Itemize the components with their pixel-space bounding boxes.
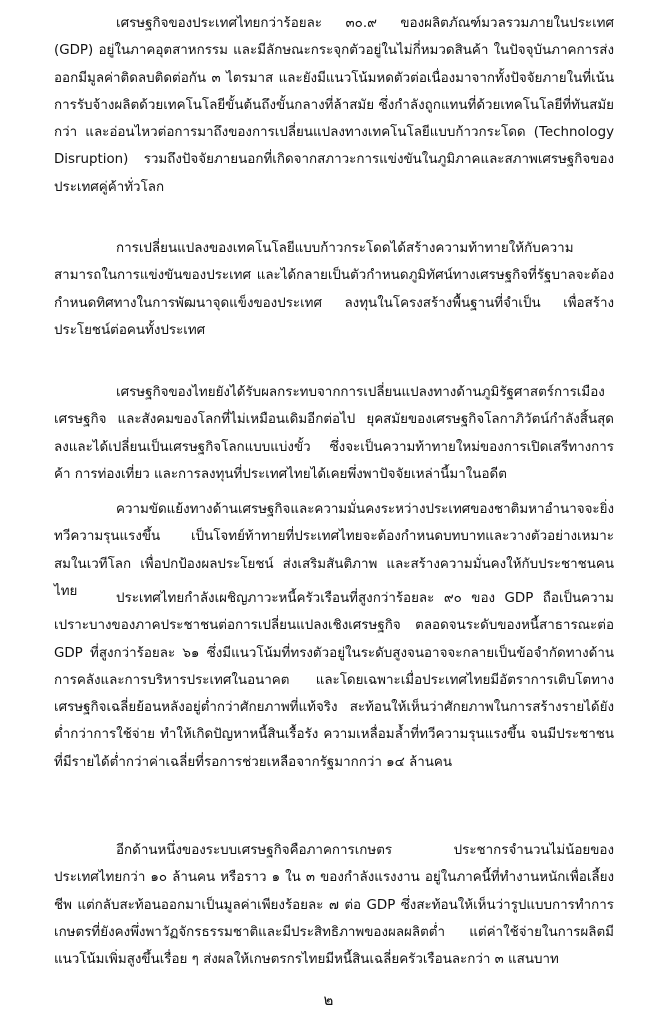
paragraph-household-debt: ประเทศไทยกำลังเผชิญภาวะหนี้ครัวเรือนที่สูงกว่าร้อยละ ๙๐ ของ GDP ถือเป็นความเปราะบางของภาคประชาชนต่อการเปลี่ยนแปลงเชิงเศรษฐกิจ ตลอดจนระดับของหนี้สาธารณะต่อ GDP ที่สูงกว่าร้อยละ ๖๑ ซึ่งมีแนวโน้มที่ทรงตัวอยู่ในระดับสูงจนอาจจะกลายเป็นข้อจำกัดทางด้านการคลังและการบริหารประเทศในอนาคต และโดยเฉพาะเมื่อประเทศไทยมีอัตราการเติบโตทางเศรษฐกิจเฉลี่ยย้อนหลังอยู่ต่ำกว่าศักยภาพที่แท้จริง สะท้อนให้เห็นว่าศักยภาพในการสร้างรายได้ยังต่ำกว่าการใช้จ่าย ทำให้เกิดปัญหาหนี้สินเรื้อรัง ความเหลื่อมล้ำที่ทวีความรุนแรงขึ้น จนมีประชาชนที่มีรายได้ต่ำกว่าค่าเฉลี่ยที่รอการช่วยเหลือจากรัฐมากกว่า ๑๔ ล้านคน <box>54 591 614 770</box>
paragraph-industry-exports: เศรษฐกิจของประเทศไทยกว่าร้อยละ ๓๐.๙ ของผลิตภัณฑ์มวลรวมภายในประเทศ (GDP) อยู่ในภาคอุตสาหกรรม และมีลักษณะกระจุกตัวอยู่ในไม่กี่หมวดสินค้า ในปัจจุบันภาคการส่งออกมีมูลค่าติดลบติดต่อกัน ๓ ไตรมาส และยังมีแนวโน้มหดตัวต่อเนื่องมาจากทั้งปัจจัยภายในที่เน้นการรับจ้างผลิตด้วยเทคโนโลยีขั้นต้นถึงขั้นกลางที่ล้าสมัย ซึ่งกำลังถูกแทนที่ด้วยเทคโนโลยีที่ทันสมัยกว่า และอ่อนไหวต่อการมาถึงของการเปลี่ยนแปลงทางเทคโนโลยีแบบก้าวกระโดด (Technology Disruption) รวมถึงปัจจัยภายนอกที่เกิดจากสภาวะการแข่งขันในภูมิภาคและสภาพเศรษฐกิจของประเทศคู่ค้าทั่วโลก <box>54 16 614 195</box>
page-number: ๒ <box>323 991 334 1009</box>
paragraph-agriculture: อีกด้านหนึ่งของระบบเศรษฐกิจคือภาคการเกษตร ประชากรจำนวนไม่น้อยของประเทศไทยกว่า ๑๐ ล้านคน หรือราว ๑ ใน ๓ ของกำลังแรงงาน อยู่ในภาคนี้ที่ทำงานหนักเพื่อเลี้ยงชีพ แต่กลับสะท้อนออกมาเป็นมูลค่าเพียงร้อยละ ๗ ต่อ GDP ซึ่งสะท้อนให้เห็นว่ารูปแบบการทำการเกษตรที่ยังคงพึ่งพาวัฏจักรธรรมชาติและมีประสิทธิภาพของผลผลิตต่ำ แต่ค่าใช้จ่ายในการผลิตมีแนวโน้มเพิ่มสูงขึ้นเรื่อย ๆ ส่งผลให้เกษตรกรไทยมีหนี้สินเฉลี่ยครัวเรือนละกว่า ๓ แสนบาท <box>54 843 614 968</box>
paragraph-security-conflict: ความขัดแย้งทางด้านเศรษฐกิจและความมั่นคงระหว่างประเทศของชาติมหาอำนาจจะยิ่งทวีความรุนแรงขึ้น เป็นโจทย์ท้าทายที่ประเทศไทยจะต้องกำหนดบทบาทและวางตัวอย่างเหมาะสมในเวทีโลก เพื่อปกป้องผลประโยชน์ ส่งเสริมสันติภาพ และสร้างความมั่นคงให้กับประชาชนคนไทย <box>54 502 614 599</box>
paragraph-geopolitics: เศรษฐกิจของไทยยังได้รับผลกระทบจากการเปลี่ยนแปลงทางด้านภูมิรัฐศาสตร์การเมือง เศรษฐกิจ และสังคมของโลกที่ไม่เหมือนเดิมอีกต่อไป ยุคสมัยของเศรษฐกิจโลกาภิวัตน์กำลังสิ้นสุดลงและได้เปลี่ยนเป็นเศรษฐกิจโลกแบบแบ่งขั้ว ซึ่งจะเป็นความท้าทายใหม่ของการเปิดเสรีทางการค้า การท่องเที่ยว และการลงทุนที่ประเทศไทยได้เคยพึ่งพาปัจจัยเหล่านี้มาในอดีต <box>54 385 614 482</box>
paragraph-technology-disruption: การเปลี่ยนแปลงของเทคโนโลยีแบบก้าวกระโดดได้สร้างความท้าทายให้กับความสามารถในการแข่งขันของประเทศ และได้กลายเป็นตัวกำหนดภูมิทัศน์ทางเศรษฐกิจที่รัฐบาลจะต้องกำหนดทิศทางในการพัฒนาจุดแข็งของประเทศ ลงทุนในโครงสร้างพื้นฐานที่จำเป็น เพื่อสร้างประโยชน์ต่อคนทั้งประเทศ <box>54 241 614 338</box>
